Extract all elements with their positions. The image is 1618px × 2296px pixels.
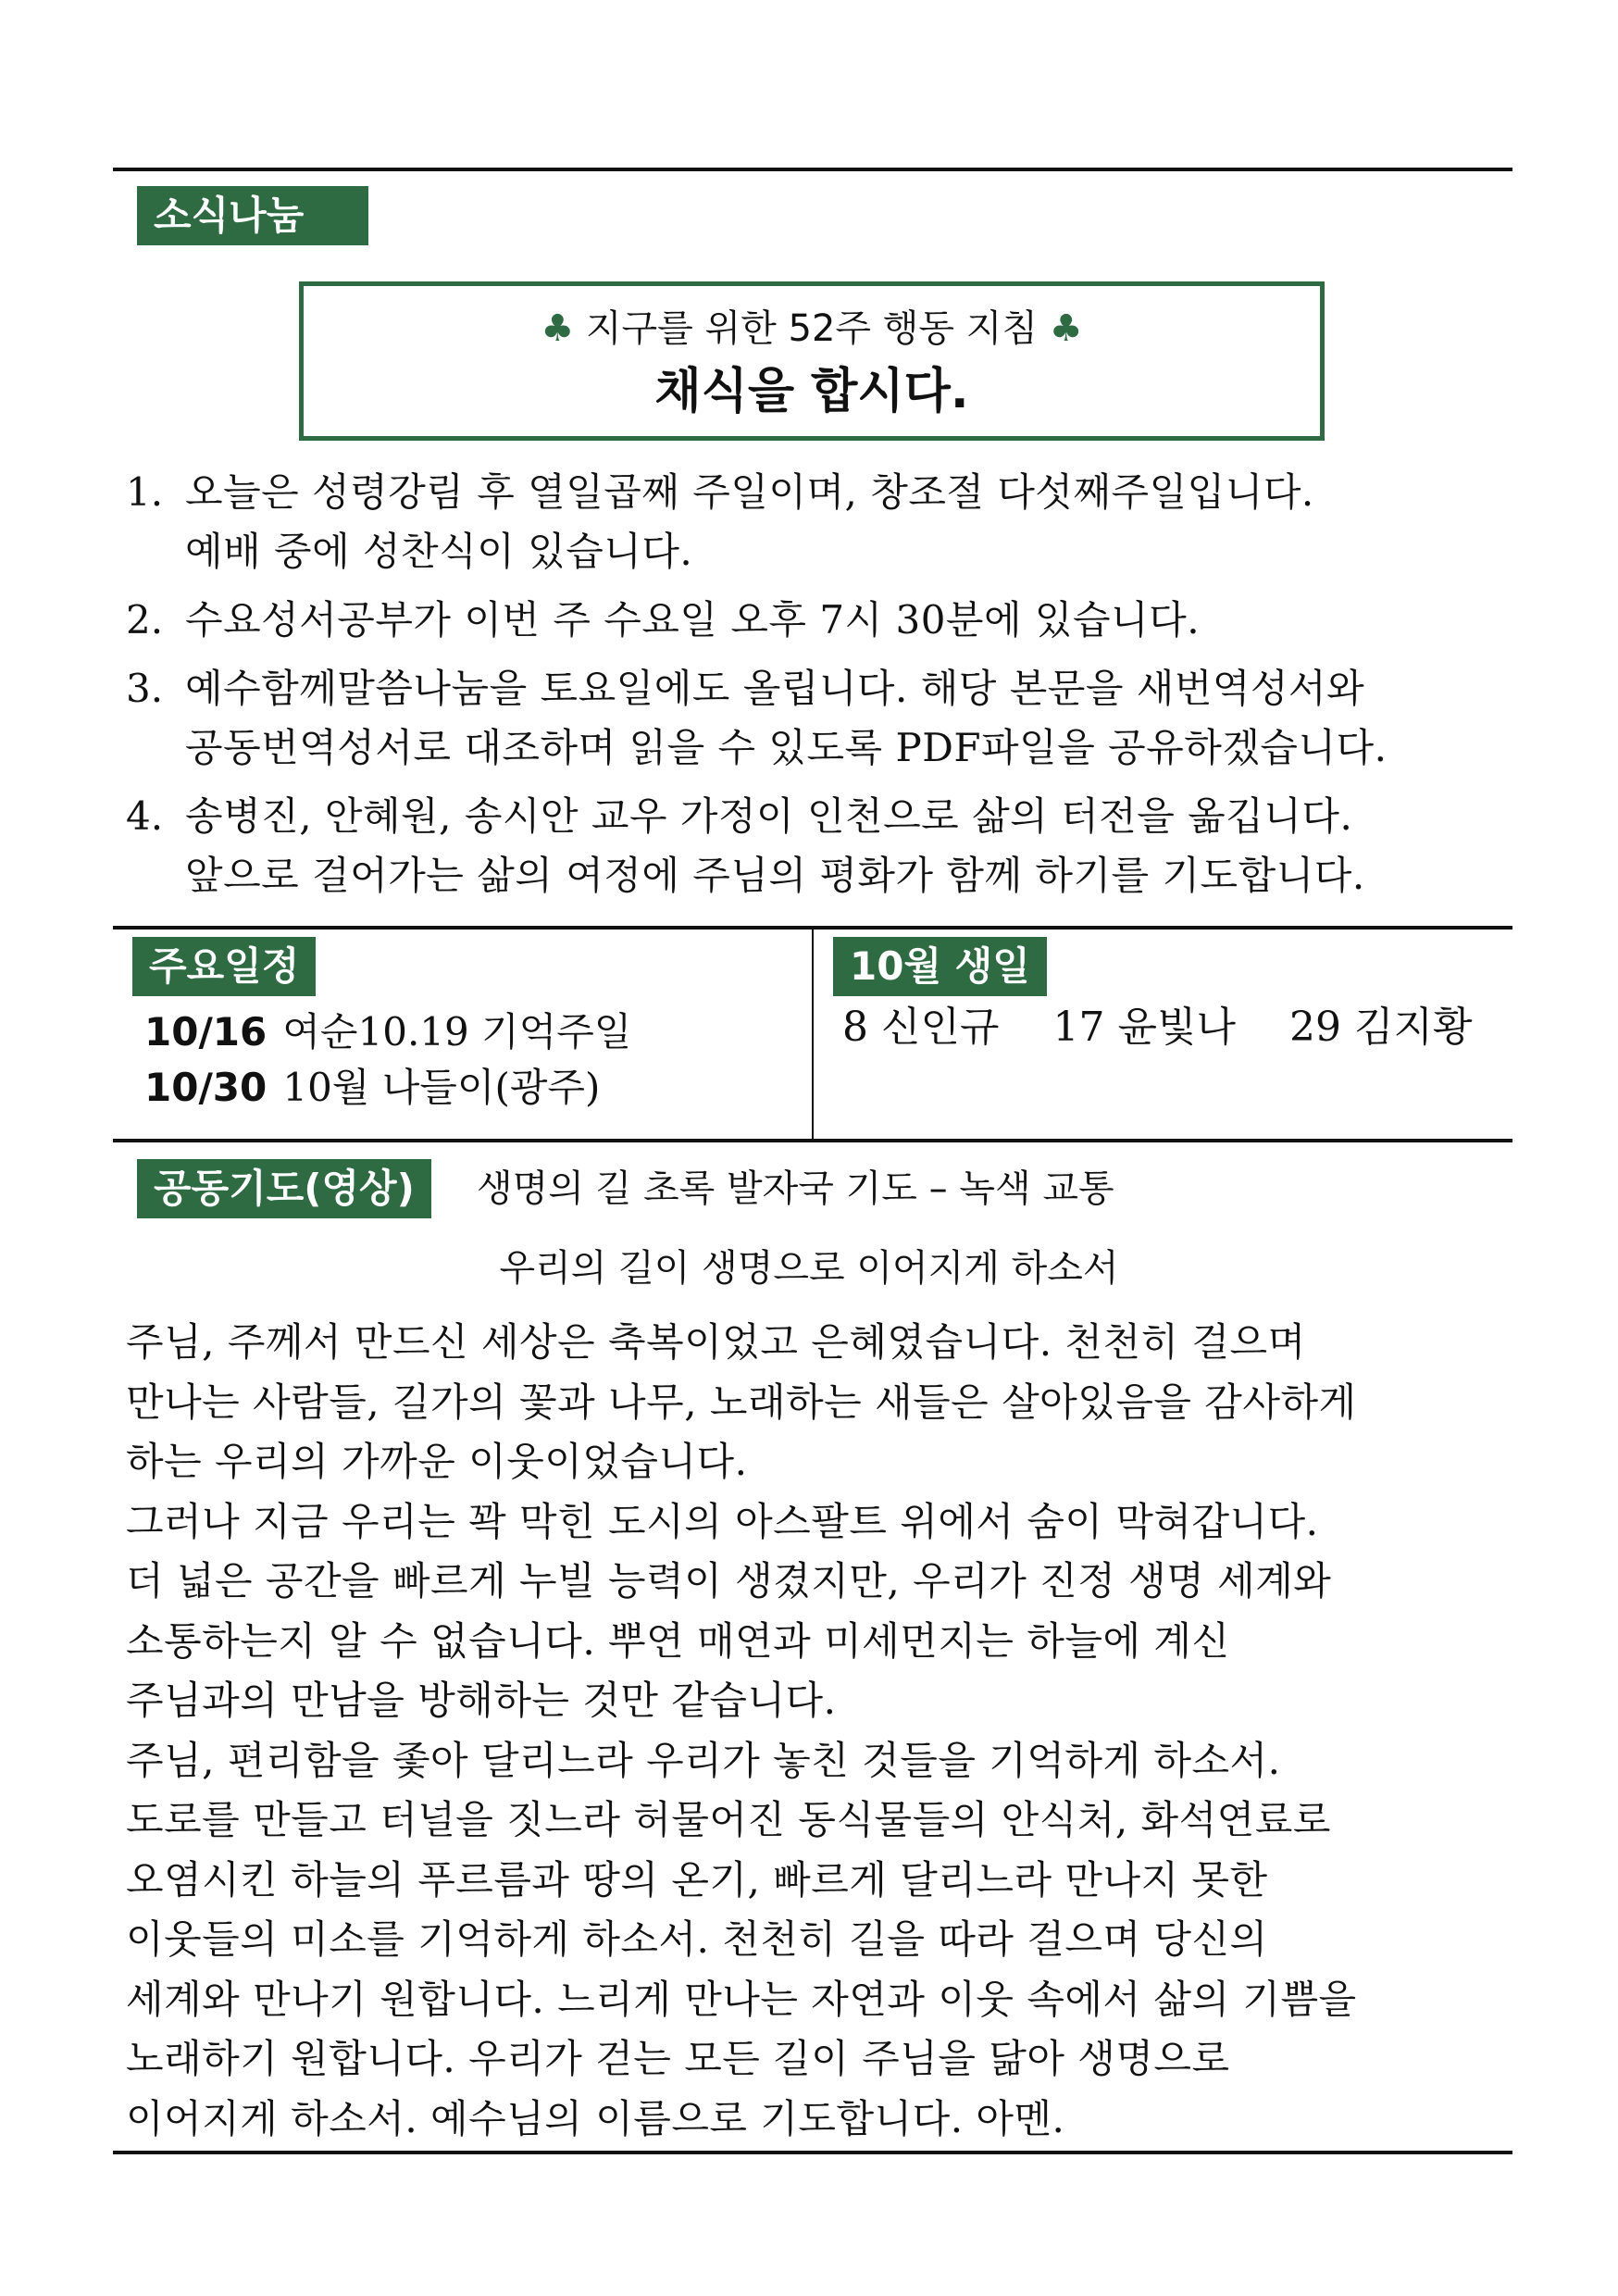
top-rule [113,168,1512,171]
club-icon: ♣ [1049,307,1083,350]
schedule-event [144,1004,631,1060]
birthday-entry [1289,1004,1473,1051]
schedule-event-desc: 10월 나들이(광주) [282,1065,601,1110]
news-item-number: 2. [126,597,164,643]
news-item-number: 3. [126,666,164,711]
birthday-list [842,1000,1513,1055]
birthday-entry [842,1004,1000,1051]
prayer-top-rule [113,1139,1512,1142]
earth-guide-subtitle [304,303,1320,355]
birthday-name: 신인규 [881,1004,1000,1051]
bottom-rule [113,2151,1512,2154]
prayer-line: 도로를 만들고 터널을 짓느라 허물어진 동식물들의 안식처, 화석연료로 [126,1797,1331,1842]
news-item-text: 오늘은 성령강림 후 열일곱째 주일이며, 창조절 다섯째주일입니다. 예배 중에 성찬식이 있습니다. [185,469,1314,574]
prayer-line: 주님과의 만남을 방해하는 것만 같습니다. [126,1678,837,1723]
news-item-text: 수요성서공부가 이번 주 수요일 오후 7시 30분에 있습니다. [185,597,1201,643]
news-item [126,463,1514,581]
birthday-section-tag: 10월 생일 [833,937,1047,996]
schedule-list [144,1004,631,1116]
news-item [126,591,1514,650]
birthday-day: 29 [1289,1004,1342,1051]
birthday-name: 윤빛나 [1117,1004,1237,1051]
prayer-line: 더 넓은 공간을 빠르게 누빌 능력이 생겼지만, 우리가 진정 생명 세계와 [126,1558,1332,1603]
prayer-title: 생명의 길 초록 발자국 기도 – 녹색 교통 [477,1167,1114,1210]
birthday-day: 8 [842,1004,868,1051]
news-item [126,787,1514,905]
prayer-line: 하는 우리의 가까운 이웃이었습니다. [126,1439,748,1484]
prayer-section-tag: 공동기도(영상) [137,1159,431,1218]
news-item-number: 1. [126,469,164,515]
news-item [126,659,1514,778]
schedule-event [144,1060,631,1116]
earth-guide-box [299,281,1325,441]
schedule-event-desc: 여순10.19 기억주일 [282,1009,632,1054]
schedule-event-date: 10/16 [144,1009,268,1054]
news-item-text: 예수함께말씀나눔을 토요일에도 올립니다. 해당 본문을 새번역성서와 공동번역성서로 대조하며 읽을 수 있도록 PDF파일을 공유하겠습니다. [185,666,1388,770]
prayer-line: 오염시킨 하늘의 푸르름과 땅의 온기, 빠르게 달리느라 만나지 못한 [126,1856,1268,1903]
club-icon: ♣ [541,307,575,350]
prayer-line: 그러나 지금 우리는 꽉 막힌 도시의 아스팔트 위에서 숨이 막혀갑니다. [126,1498,1319,1544]
prayer-line: 만나는 사람들, 길가의 꽃과 나무, 노래하는 새들은 살아있음을 감사하게 [126,1379,1357,1425]
prayer-body [126,1313,1514,2149]
schedule-section-tag: 주요일정 [132,937,316,996]
earth-guide-subtitle-text: 지구를 위한 52주 행동 지침 [585,307,1039,350]
earth-guide-title: 채식을 합시다. [654,364,969,419]
column-divider [812,930,814,1139]
prayer-line: 소통하는지 알 수 없습니다. 뿌연 매연과 미세먼지는 하늘에 계신 [126,1617,1230,1664]
news-section-tag: 소식나눔 [137,186,368,245]
news-item-number: 4. [126,793,164,839]
news-list [126,463,1514,915]
birthday-name: 김지황 [1354,1004,1473,1051]
birthday-entry [1053,1004,1237,1051]
prayer-subtitle: 우리의 길이 생명으로 이어지게 하소서 [499,1247,1119,1290]
prayer-line: 이어지게 하소서. 예수님의 이름으로 기도합니다. 아멘. [126,2095,1065,2141]
birthday-day: 17 [1052,1004,1105,1051]
schedule-event-date: 10/30 [144,1065,268,1110]
prayer-line: 세계와 만나기 원합니다. 느리게 만나는 자연과 이웃 속에서 삶의 기쁨을 [126,1976,1357,2022]
prayer-line: 주님, 주께서 만드신 세상은 축복이었고 은혜였습니다. 천천히 걸으며 [126,1319,1306,1365]
prayer-line: 노래하기 원합니다. 우리가 걷는 모든 길이 주님을 닮아 생명으로 [126,2036,1230,2081]
prayer-line: 이웃들의 미소를 기억하게 하소서. 천천히 길을 따라 걸으며 당신의 [126,1916,1268,1962]
prayer-line: 주님, 편리함을 좇아 달리느라 우리가 놓친 것들을 기억하게 하소서. [126,1737,1281,1783]
news-item-text: 송병진, 안혜원, 송시안 교우 가정이 인천으로 삶의 터전을 옮깁니다. 앞으로 걸어가는 삶의 여정에 주님의 평화가 함께 하기를 기도합니다. [185,793,1365,898]
